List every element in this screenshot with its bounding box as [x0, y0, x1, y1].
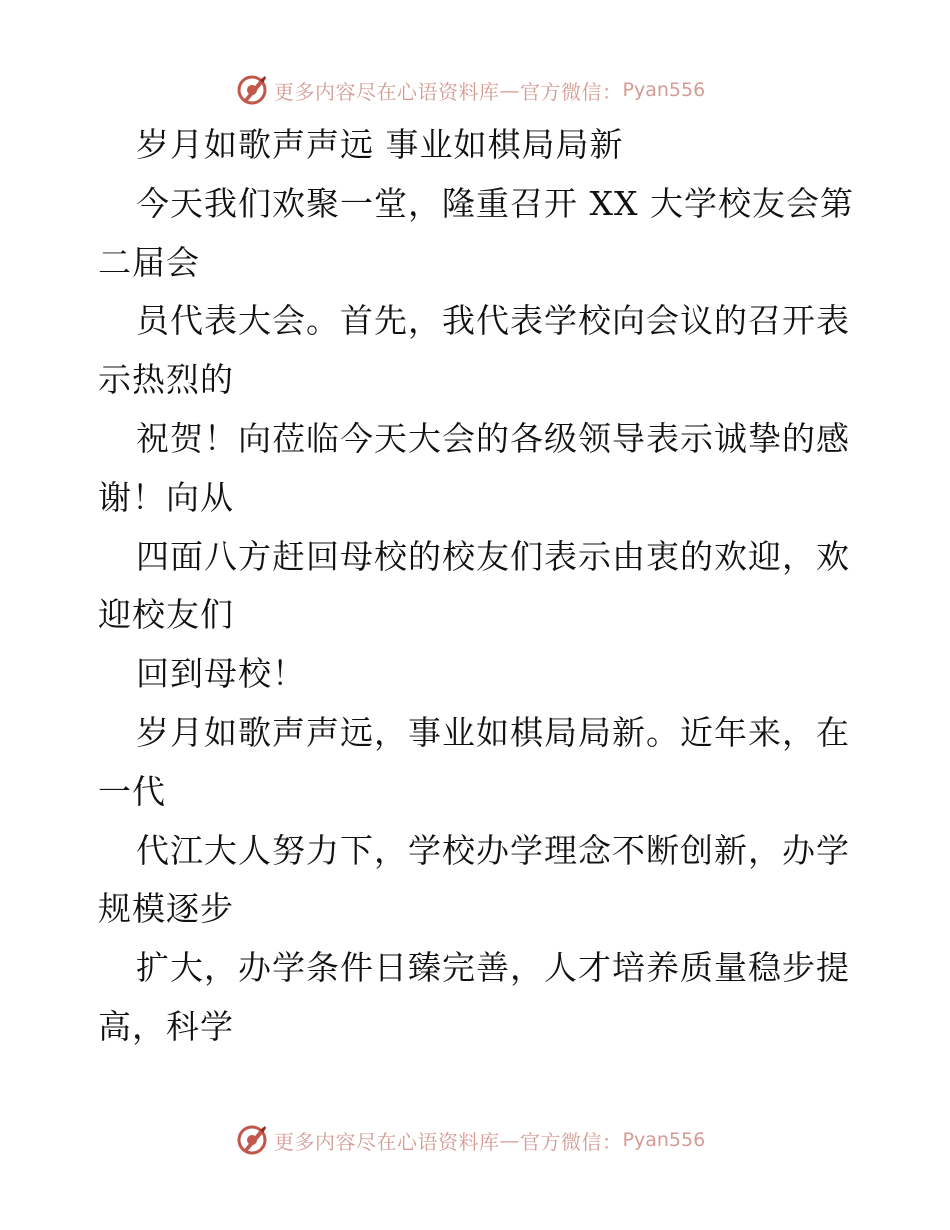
watermark-text: 更多内容尽在心语资料库: [274, 1129, 500, 1154]
document-body: [98, 116, 858, 1057]
watermark-wechat-id: Pyan556: [622, 1129, 706, 1151]
text-line: 迎校友们: [98, 595, 234, 635]
text-line: 示热烈的: [98, 360, 234, 400]
watermark-dash: —: [499, 78, 520, 102]
watermark-dash: —: [499, 1128, 520, 1152]
watermark-wechat-id: Pyan556: [622, 79, 706, 101]
text-line: 回到母校！: [136, 654, 306, 694]
quill-seal-icon: [236, 74, 268, 106]
text-line: 二届会: [98, 242, 200, 282]
text-line: 岁月如歌声声远 事业如棋局局新: [136, 125, 624, 164]
text-line: 员代表大会。首先，我代表学校向会议的召开表: [136, 301, 850, 341]
header-watermark: [236, 73, 705, 107]
watermark-text: 更多内容尽在心语资料库: [274, 79, 500, 104]
text-line: 一代: [98, 771, 166, 811]
text-line: 高，科学: [98, 1006, 234, 1046]
text-line: 今天我们欢聚一堂，隆重召开 XX 大学校友会第: [136, 183, 854, 223]
quill-seal-icon: [236, 1124, 268, 1156]
text-line: 代江大人努力下，学校办学理念不断创新，办学: [136, 830, 850, 870]
text-line: 祝贺！向莅临今天大会的各级领导表示诚挚的感: [136, 418, 850, 458]
watermark-wechat-label: 官方微信：: [520, 1129, 623, 1154]
footer-watermark: [236, 1123, 705, 1157]
text-line: 谢！向从: [98, 477, 234, 517]
watermark-wechat-label: 官方微信：: [520, 79, 623, 104]
text-line: 岁月如歌声声远，事业如棋局局新。近年来，在: [136, 712, 850, 752]
text-line: 规模逐步: [98, 889, 234, 929]
text-line: 扩大，办学条件日臻完善，人才培养质量稳步提: [136, 948, 850, 988]
text-line: 四面八方赶回母校的校友们表示由衷的欢迎，欢: [136, 536, 850, 576]
